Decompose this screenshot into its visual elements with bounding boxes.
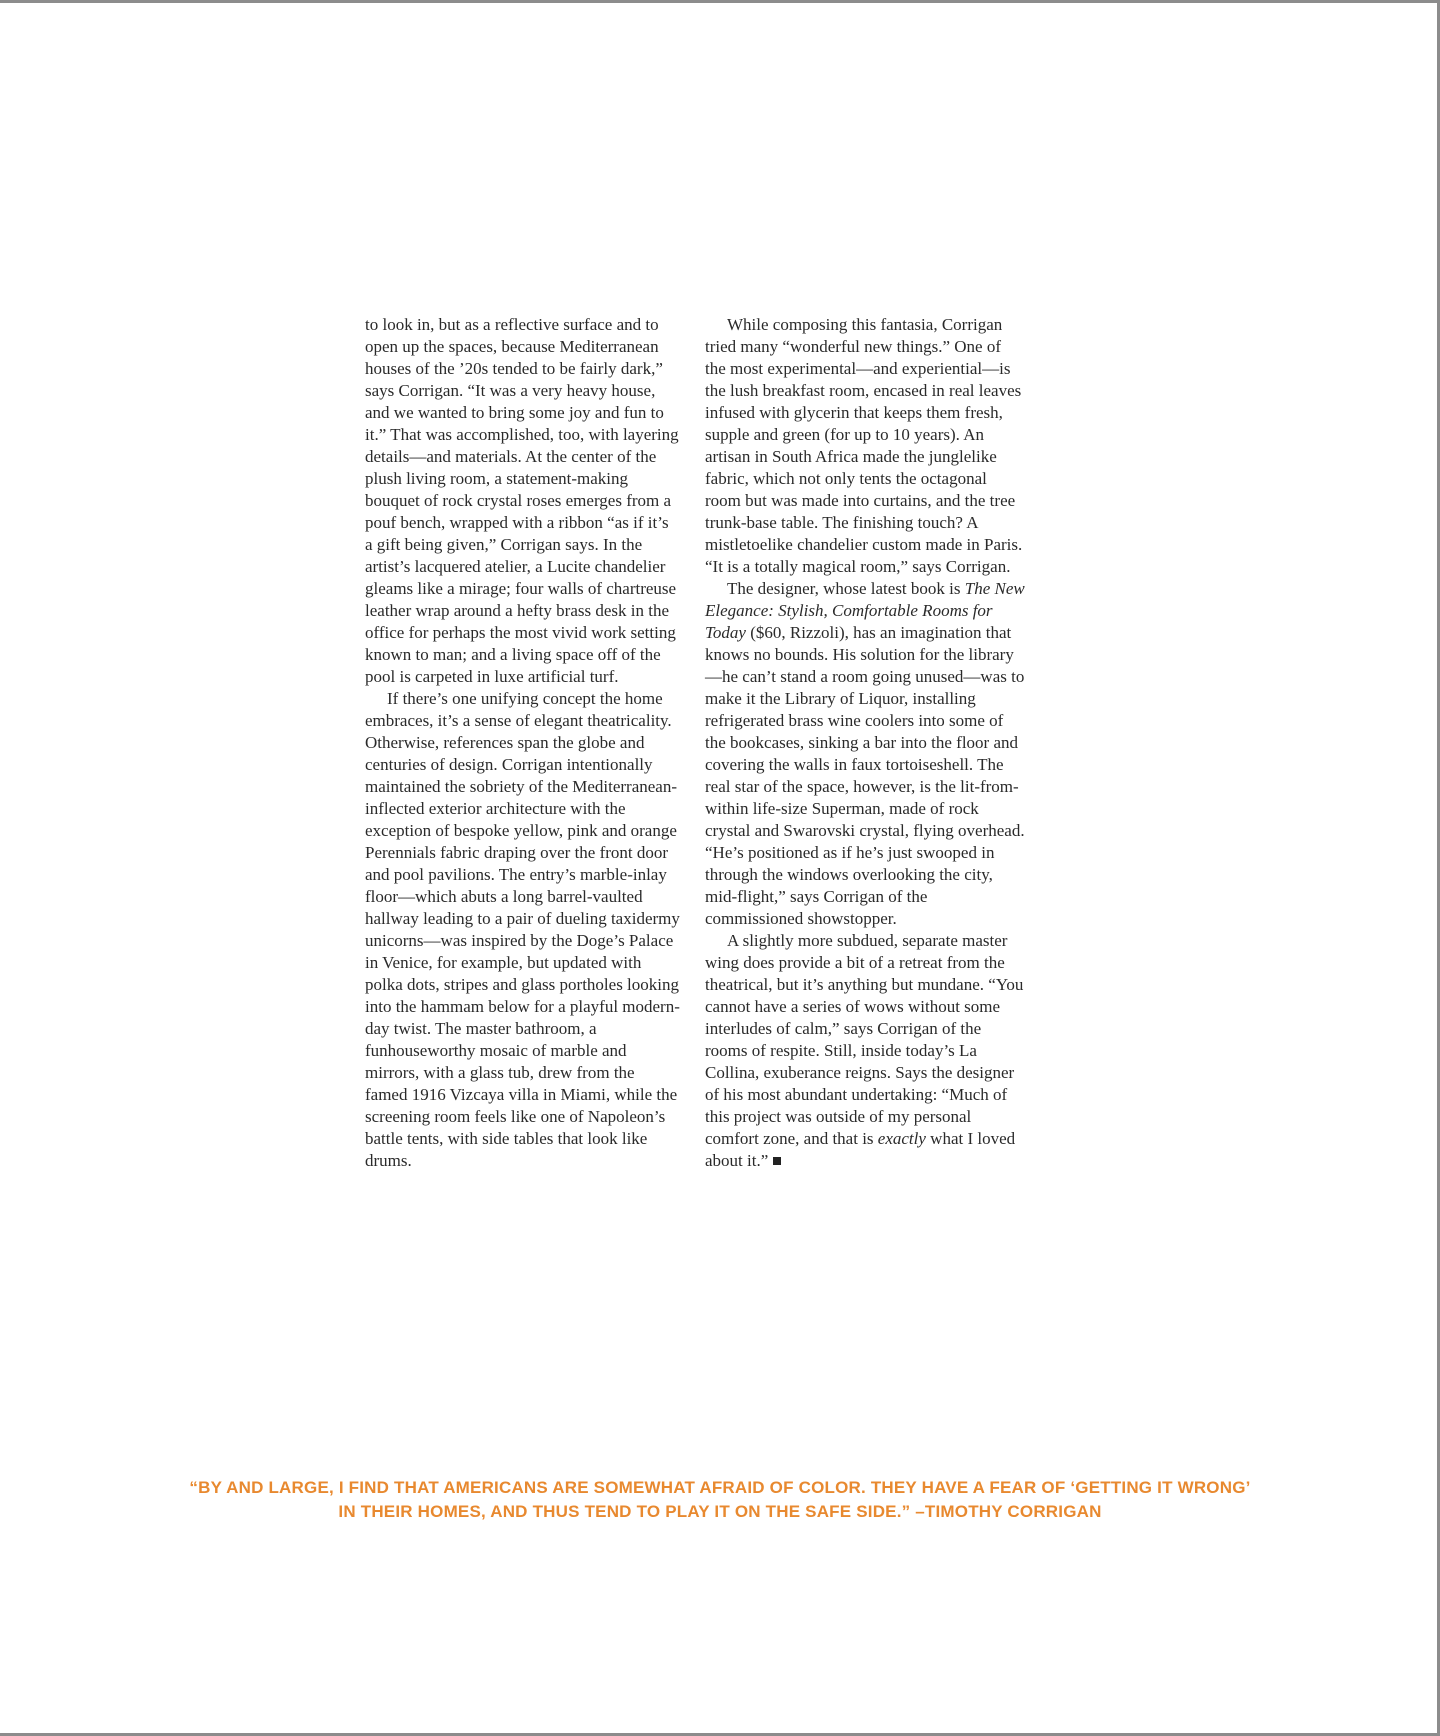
emphasis-text: exactly xyxy=(877,1129,926,1148)
article-column-left xyxy=(365,314,680,1172)
paragraph-text: what I loved about it.” xyxy=(705,1129,1016,1170)
paragraph-text: A slightly more subdued, separate master wing does provide a bit of a retreat from the theatrical, but it’s anything but mundane. “You cannot have a series of wows without some interludes of calm,” says Corrigan of the rooms of respite. Still, inside today’s La Collina, exuberance reigns. Says the designer of his most abundant undertaking: “Much of this project was outside of my personal comfort zone, and that is xyxy=(705,931,1024,1148)
article-paragraph: to look in, but as a reflective surface and to open up the spaces, because Mediterranean houses of the ’20s tended to be fairly dark,” says Corrigan. “It was a very heavy house, and we wanted to bring some joy and fun to it.” That was accomplished, too, with layering details—and materials. At the center of the plush living room, a statement-making bouquet of rock crystal roses emerges from a pouf bench, wrapped with a ribbon “as if it’s a gift being given,” Corrigan says. In the artist’s lacquered atelier, a Lucite chandelier gleams like a mirage; four walls of chartreuse leather wrap around a hefty brass desk in the office for perhaps the most vivid work setting known to man; and a living space off of the pool is carpeted in luxe artificial turf. xyxy=(365,315,679,686)
paragraph-text: The designer, whose latest book is xyxy=(727,579,965,598)
pull-quote-line: “BY AND LARGE, I FIND THAT AMERICANS ARE SOMEWHAT AFRAID OF COLOR. THEY HAVE A FEAR OF ‘GETTING IT WRONG’ xyxy=(189,1478,1251,1497)
book-title: The New Elegance: Stylish, Comfortable Rooms for Today xyxy=(705,579,1025,642)
article-paragraph: While composing this fantasia, Corrigan tried many “wonderful new things.” One of the most experimental—and experiential—is the lush breakfast room, encased in real leaves infused with glycerin that keeps them fresh, supple and green (for up to 10 years). An artisan in South Africa made the junglelike fabric, which not only tents the octagonal room but was made into curtains, and the tree trunk-base table. The finishing touch? A mistletoelike chandelier custom made in Paris. “It is a totally magical room,” says Corrigan. xyxy=(705,315,1023,576)
paragraph-text: ($60, Rizzoli), has an imagination that knows no bounds. His solution for the library—he can’t stand a room going unused—was to make it the Library of Liquor, installing refrigerated brass wine coolers into some of the bookcases, sinking a bar into the floor and covering the walls in faux tortoiseshell. The real star of the space, however, is the lit-from-within life-size Superman, made of rock crystal and Swarovski crystal, flying overhead. “He’s positioned as if he’s just swooped in through the windows overlooking the city, mid-flight,” says Corrigan of the commissioned showstopper. xyxy=(705,623,1025,928)
article-paragraph xyxy=(705,578,1025,930)
article-paragraph: If there’s one unifying concept the home embraces, it’s a sense of elegant theatricality. Otherwise, references span the globe and centuries of design. Corrigan intentionally maintained the sobriety of the Mediterranean-inflected exterior architecture with the exception of bespoke yellow, pink and orange Perennials fabric draping over the front door and pool pavilions. The entry’s marble-inlay floor—which abuts a long barrel-vaulted hallway leading to a pair of dueling taxidermy unicorns—was inspired by the Doge’s Palace in Venice, for example, but updated with polka dots, stripes and glass portholes looking into the hammam below for a playful modern-day twist. The master bathroom, a funhouseworthy mosaic of marble and mirrors, with a glass tub, drew from the famed 1916 Vizcaya villa in Miami, while the screening room feels like one of Napoleon’s battle tents, with side tables that look like drums. xyxy=(365,689,680,1170)
article-paragraph xyxy=(705,930,1025,1172)
end-of-article-mark xyxy=(773,1157,781,1165)
pull-quote-line: IN THEIR HOMES, AND THUS TEND TO PLAY IT ON THE SAFE SIDE.” –TIMOTHY CORRIGAN xyxy=(338,1502,1102,1521)
article-column-right xyxy=(705,314,1025,1172)
pull-quote xyxy=(150,1476,1290,1524)
